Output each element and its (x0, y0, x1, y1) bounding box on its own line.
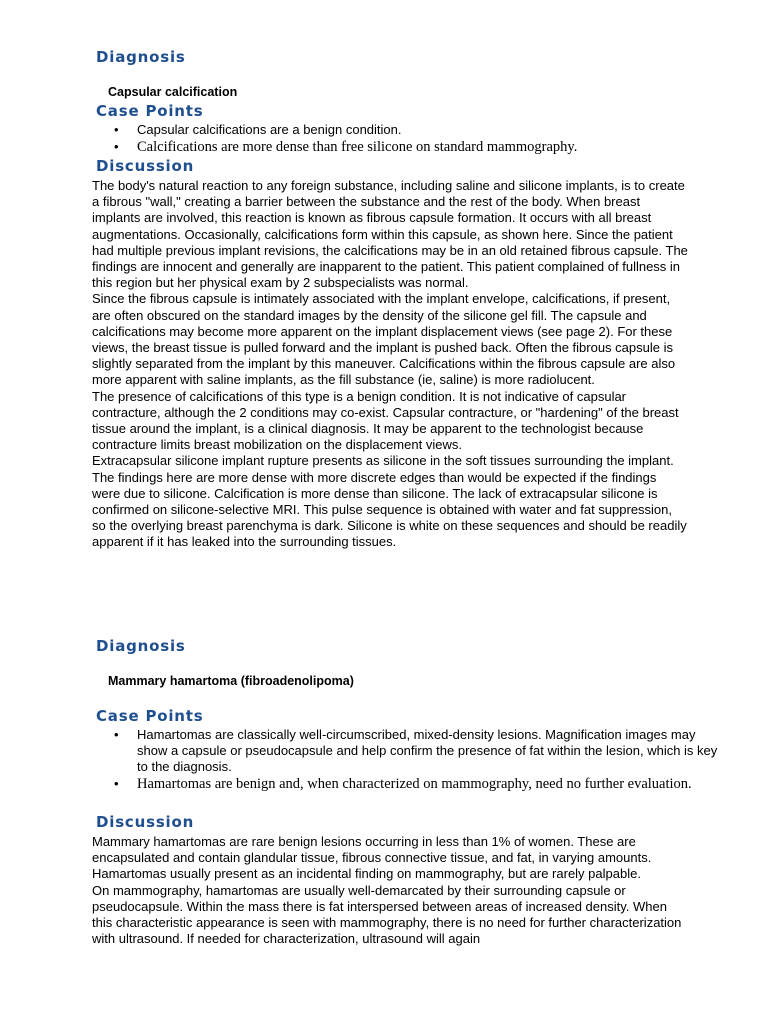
case-points-list (92, 122, 727, 156)
case-points-heading: Case Points (96, 102, 204, 120)
discussion-paragraph: The body's natural reaction to any foreign substance, including saline and silicone implants, is to create a fibrous "wall," creating a barrier between the substance and the rest of the body. When breast implants are involved, this reaction is known as fibrous capsule formation. It occurs with all breast augmentations. Occasionally, calcifications form within this capsule, as shown here. Since the patient had multiple previous implant revisions, the calcifications may be in an old retained fibrous capsule. The findings are innocent and generally are inapparent to the patient. This patient complained of fullness in this region but her physical exam by 2 subspecialists was normal. (92, 178, 688, 291)
case-points-list (92, 727, 727, 793)
diagnosis-heading: Diagnosis (96, 48, 186, 66)
discussion-heading: Discussion (96, 813, 195, 831)
case-point-item: • Calcifications are more dense than free silicone on standard mammography. (137, 138, 727, 156)
discussion-paragraph: The presence of calcifications of this type is a benign condition. It is not indicative of capsular contracture, although the 2 conditions may co-exist. Capsular contracture, or "hardening" of the breast tissue around the implant, is a clinical diagnosis. It may be apparent to the technologist because contracture limits breast mobilization on the displacement views. (92, 388, 679, 453)
discussion-body (92, 834, 688, 947)
discussion-heading: Discussion (96, 157, 195, 175)
diagnosis-title: Capsular calcification (108, 85, 238, 99)
discussion-body (92, 178, 688, 551)
diagnosis-heading: Diagnosis (96, 637, 186, 655)
discussion-paragraph: Mammary hamartomas are rare benign lesions occurring in less than 1% of women. These are encapsulated and contain glandular tissue, fibrous connective tissue, and fat, in varying amounts. Hamartomas usually present as an incidental finding on mammography, but are rarely palpable. (92, 834, 652, 882)
discussion-paragraph: Extracapsular silicone implant rupture presents as silicone in the soft tissues surrounding the implant. The findings here are more dense with more discrete edges than would be expected if the findings were due to silicone. Calcification is more dense than silicone. The lack of extracapsular silicone is confirmed on silicone-selective MRI. This pulse sequence is obtained with water and fat suppression, so the overlying breast parenchyma is dark. Silicone is white on these sequences and should be readily apparent if it has leaked into the surrounding tissues. (92, 453, 687, 550)
discussion-paragraph: On mammography, hamartomas are usually well-demarcated by their surrounding capsule or pseudocapsule. Within the mass there is fat interspersed between areas of increased density. When this characteristic appearance is seen with mammography, there is no need for further characterization with ultrasound. If needed for characterization, ultrasound will again (92, 882, 682, 947)
diagnosis-title: Mammary hamartoma (fibroadenolipoma) (108, 674, 354, 688)
discussion-paragraph: Since the fibrous capsule is intimately associated with the implant envelope, calcifications, if present, are often obscured on the standard images by the density of the silicone gel fill. The capsule and calcifications may become more apparent on the implant displacement views (see page 2). For these views, the breast tissue is pulled forward and the implant is pushed back. Often the fibrous capsule is slightly separated from the implant by this maneuver. Calcifications within the fibrous capsule are also more apparent with saline implants, as the fill substance (ie, saline) is more radiolucent. (92, 291, 676, 388)
case-points-heading: Case Points (96, 707, 204, 725)
case-point-item: • Hamartomas are benign and, when characterized on mammography, need no further evaluation. (137, 775, 727, 793)
case-point-item: • Hamartomas are classically well-circumscribed, mixed-density lesions. Magnification images may show a capsule or pseudocapsule and help confirm the presence of fat within the lesion, which is key to the diagnosis. (137, 727, 727, 775)
case-point-item: • Capsular calcifications are a benign condition. (137, 122, 727, 138)
